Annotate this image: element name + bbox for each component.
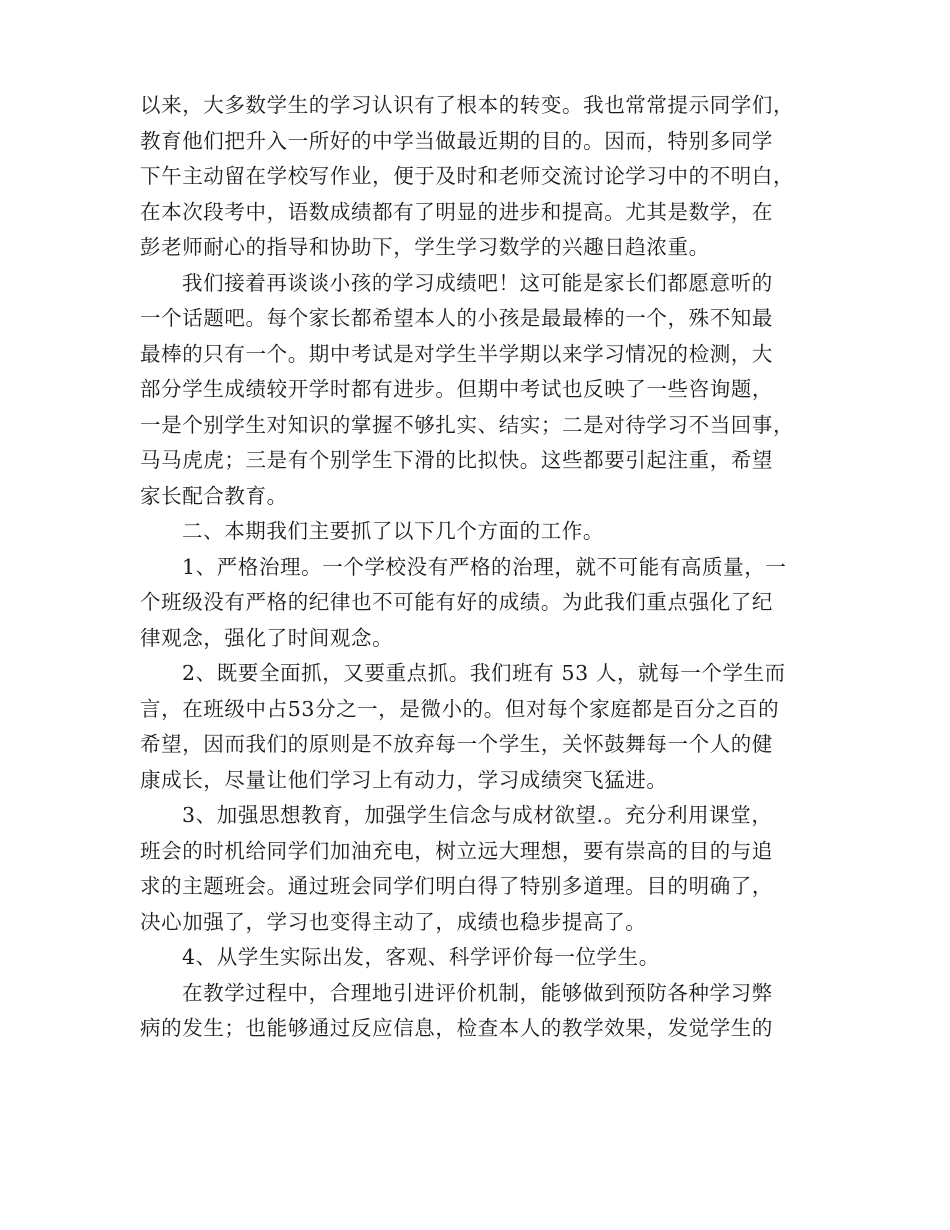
text-line: 言，在班级中占53分之一，是微小的。但对每个家庭都是百分之百的 xyxy=(140,696,780,721)
text-line: 希望，因而我们的原则是不放弃每一个学生，关怀鼓舞每一个人的健 xyxy=(140,732,773,756)
text-line: 马马虎虎；三是有个别学生下滑的比拟快。这些都要引起注重，希望 xyxy=(140,448,773,472)
text-line: 家长配合教育。 xyxy=(140,483,288,508)
text-line: 最棒的只有一个。期中考试是对学生半学期以来学习情况的检测，大 xyxy=(140,341,773,366)
text-line: 个班级没有严格的纪律也不可能有好的成绩。为此我们重点强化了纪 xyxy=(140,590,773,614)
text-line: 以来，大多数学生的学习认识有了根本的转变。我也常常提示同学们， xyxy=(140,93,795,117)
text-line: 我们接着再谈谈小孩的学习成绩吧！这可能是家长们都愿意听的 xyxy=(182,270,773,295)
text-line: 2、既要全面抓，又要重点抓。我们班有 53 人，就每一个学生而 xyxy=(182,661,786,685)
text-line: 二、本期我们主要抓了以下几个方面的工作。 xyxy=(182,519,604,543)
text-line: 决心加强了，学习也变得主动了，成绩也稳步提高了。 xyxy=(140,909,647,934)
text-line: 部分学生成绩较开学时都有进步。但期中考试也反映了一些咨询题， xyxy=(140,377,773,401)
text-line: 彭老师耐心的指导和协助下，学生学习数学的兴趣日趋浓重。 xyxy=(140,235,710,259)
text-line: 病的发生；也能够通过反应信息，检查本人的教学效果，发觉学生的 xyxy=(140,1016,773,1040)
text-line: 3、加强思想教育，加强学生信念与成材欲望.。充分利用课堂， xyxy=(182,803,773,827)
document-body xyxy=(140,88,820,1047)
text-line: 一个话题吧。每个家长都希望本人的小孩是最最棒的一个，殊不知最 xyxy=(140,306,773,330)
text-line: 班会的时机给同学们加油充电，树立远大理想，要有崇高的目的与追 xyxy=(140,838,773,863)
text-line: 教育他们把升入一所好的中学当做最近期的目的。因而，特别多同学 xyxy=(140,128,773,153)
text-line: 下午主动留在学校写作业，便于及时和老师交流讨论学习中的不明白， xyxy=(140,164,795,188)
text-line: 1、严格治理。一个学校没有严格的治理，就不可能有高质量，一 xyxy=(182,554,787,579)
text-line: 在本次段考中，语数成绩都有了明显的进步和提高。尤其是数学，在 xyxy=(140,199,773,224)
text-line: 康成长，尽量让他们学习上有动力，学习成绩突飞猛进。 xyxy=(140,767,668,792)
text-line: 求的主题班会。通过班会同学们明白得了特别多道理。目的明确了， xyxy=(140,874,773,898)
text-line: 一是个别学生对知识的掌握不够扎实、结实；二是对待学习不当回事， xyxy=(140,412,795,437)
text-line: 在教学过程中，合理地引进评价机制，能够做到预防各种学习弊 xyxy=(182,980,773,1005)
text-line: 4、从学生实际出发，客观、科学评价每一位学生。 xyxy=(182,945,660,969)
text-line: 律观念，强化了时间观念。 xyxy=(140,625,394,650)
